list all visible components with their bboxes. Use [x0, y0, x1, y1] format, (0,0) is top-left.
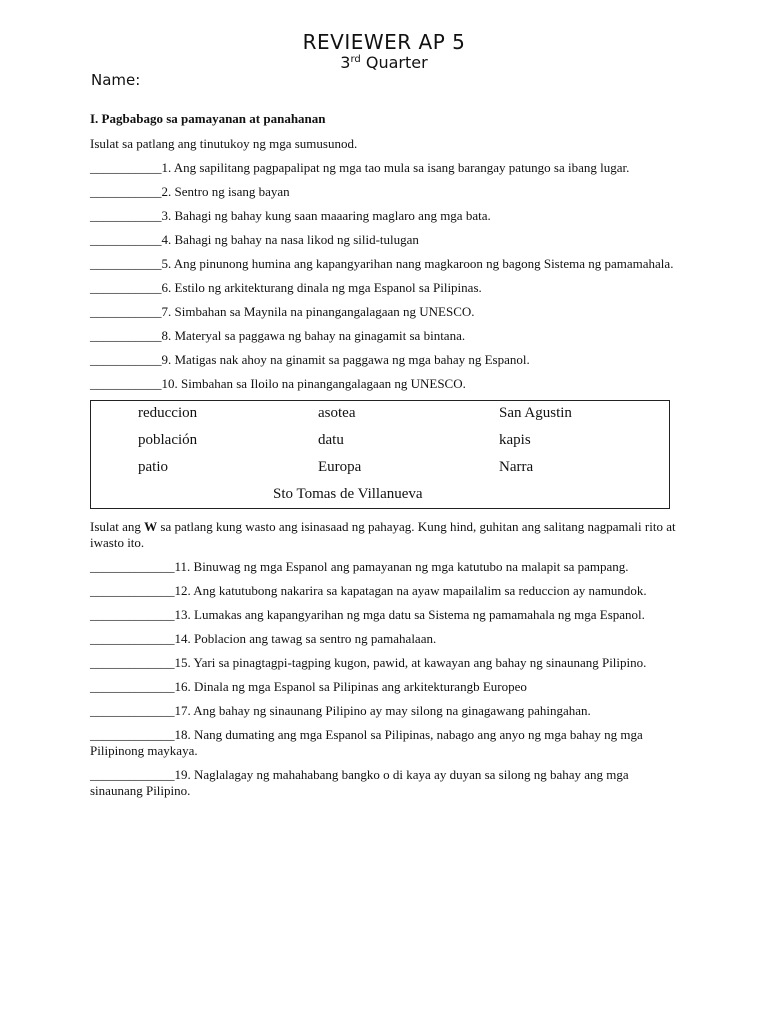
question-item-5: ___________5. Ang pinunong humina ang kapangyarihan nang magkaroon ng bagong Sistema ng pamamahala. — [90, 256, 674, 271]
instruction-bold-w: W — [144, 519, 158, 534]
document-title: REVIEWER AP 5 — [302, 30, 466, 54]
word-bank-word: San Agustin — [499, 405, 572, 421]
question-item-4: ___________4. Bahagi ng bahay na nasa likod ng silid-tulugan — [90, 232, 419, 247]
word-bank-word: patio — [138, 459, 168, 475]
word-bank-word: datu — [318, 432, 344, 448]
word-bank-word: población — [138, 432, 198, 448]
word-bank-word: asotea — [318, 405, 356, 421]
word-bank-word: kapis — [499, 432, 531, 448]
quarter-word: Quarter — [365, 53, 428, 72]
name-label: Name: — [91, 71, 141, 89]
instruction-text-after: sa patlang kung wasto ang isinasaad ng pahayag. Kung hind, guhitan ang salitang nagpamali rito at iwasto ito. — [90, 519, 676, 550]
question-item-6: ___________6. Estilo ng arkitekturang dinala ng mga Espanol sa Pilipinas. — [90, 280, 482, 295]
instruction-text-before: Isulat ang — [90, 519, 145, 534]
question-item-10: ___________10. Simbahan sa Iloilo na pinangangalagaan ng UNESCO. — [90, 376, 466, 391]
section2-instruction — [90, 519, 680, 551]
question-item-1: ___________1. Ang sapilitang pagpapalipat ng mga tao mula sa isang barangay patungo sa ibang lugar. — [90, 160, 630, 175]
word-bank-word: Narra — [499, 459, 534, 475]
question-item-14: _____________14. Poblacion ang tawag sa sentro ng pamahalaan. — [90, 631, 437, 646]
question-item-12: _____________12. Ang katutubong nakarira sa kapatagan na ayaw mapailalim sa reduccion ay namundok. — [90, 583, 647, 598]
question-item-9: ___________9. Matigas nak ahoy na ginamit sa paggawa ng mga bahay ng Espanol. — [90, 352, 530, 367]
word-bank-word: reduccion — [138, 405, 198, 421]
word-bank-box — [90, 400, 670, 509]
word-bank-word: Sto Tomas de Villanueva — [273, 486, 423, 502]
word-bank-word: Europa — [318, 459, 362, 475]
question-item-3: ___________3. Bahagi ng bahay kung saan maaaring maglaro ang mga bata. — [90, 208, 491, 223]
section-heading: I. Pagbabago sa pamayanan at panahanan — [90, 111, 326, 126]
question-item-18: _____________18. Nang dumating ang mga Espanol sa Pilipinas, nabago ang anyo ng mga bahay ng mga Pilipinong maykaya. — [90, 727, 643, 758]
quarter-subtitle — [0, 53, 768, 72]
worksheet-body — [90, 111, 680, 807]
quarter-number: 3 — [340, 53, 351, 72]
question-item-11: _____________11. Binuwag ng mga Espanol ang pamayanan ng mga katutubo na malapit sa pampang. — [90, 559, 629, 574]
section1-instruction: Isulat sa patlang ang tinutukoy ng mga sumusunod. — [90, 136, 358, 151]
question-item-15: _____________15. Yari sa pinagtagpi-tagping kugon, pawid, at kawayan ang bahay ng sinaunang Pilipino. — [90, 655, 647, 670]
question-item-2: ___________2. Sentro ng isang bayan — [90, 184, 290, 199]
question-item-7: ___________7. Simbahan sa Maynila na pinangangalagaan ng UNESCO. — [90, 304, 475, 319]
question-item-17: _____________17. Ang bahay ng sinaunang Pilipino ay may silong na ginagawang pahingahan. — [90, 703, 591, 718]
question-item-13: _____________13. Lumakas ang kapangyarihan ng mga datu sa Sistema ng pamamahala ng mga Espanol. — [90, 607, 645, 622]
question-item-19: _____________19. Naglalagay ng mahahabang bangko o di kaya ay duyan sa silong ng bahay ang mga sinaunang Pilipino. — [90, 767, 629, 798]
question-item-8: ___________8. Materyal sa paggawa ng bahay na ginagamit sa bintana. — [90, 328, 466, 343]
quarter-suffix: rd — [350, 54, 361, 65]
question-item-16: _____________16. Dinala ng mga Espanol sa Pilipinas ang arkitekturangb Europeo — [90, 679, 527, 694]
